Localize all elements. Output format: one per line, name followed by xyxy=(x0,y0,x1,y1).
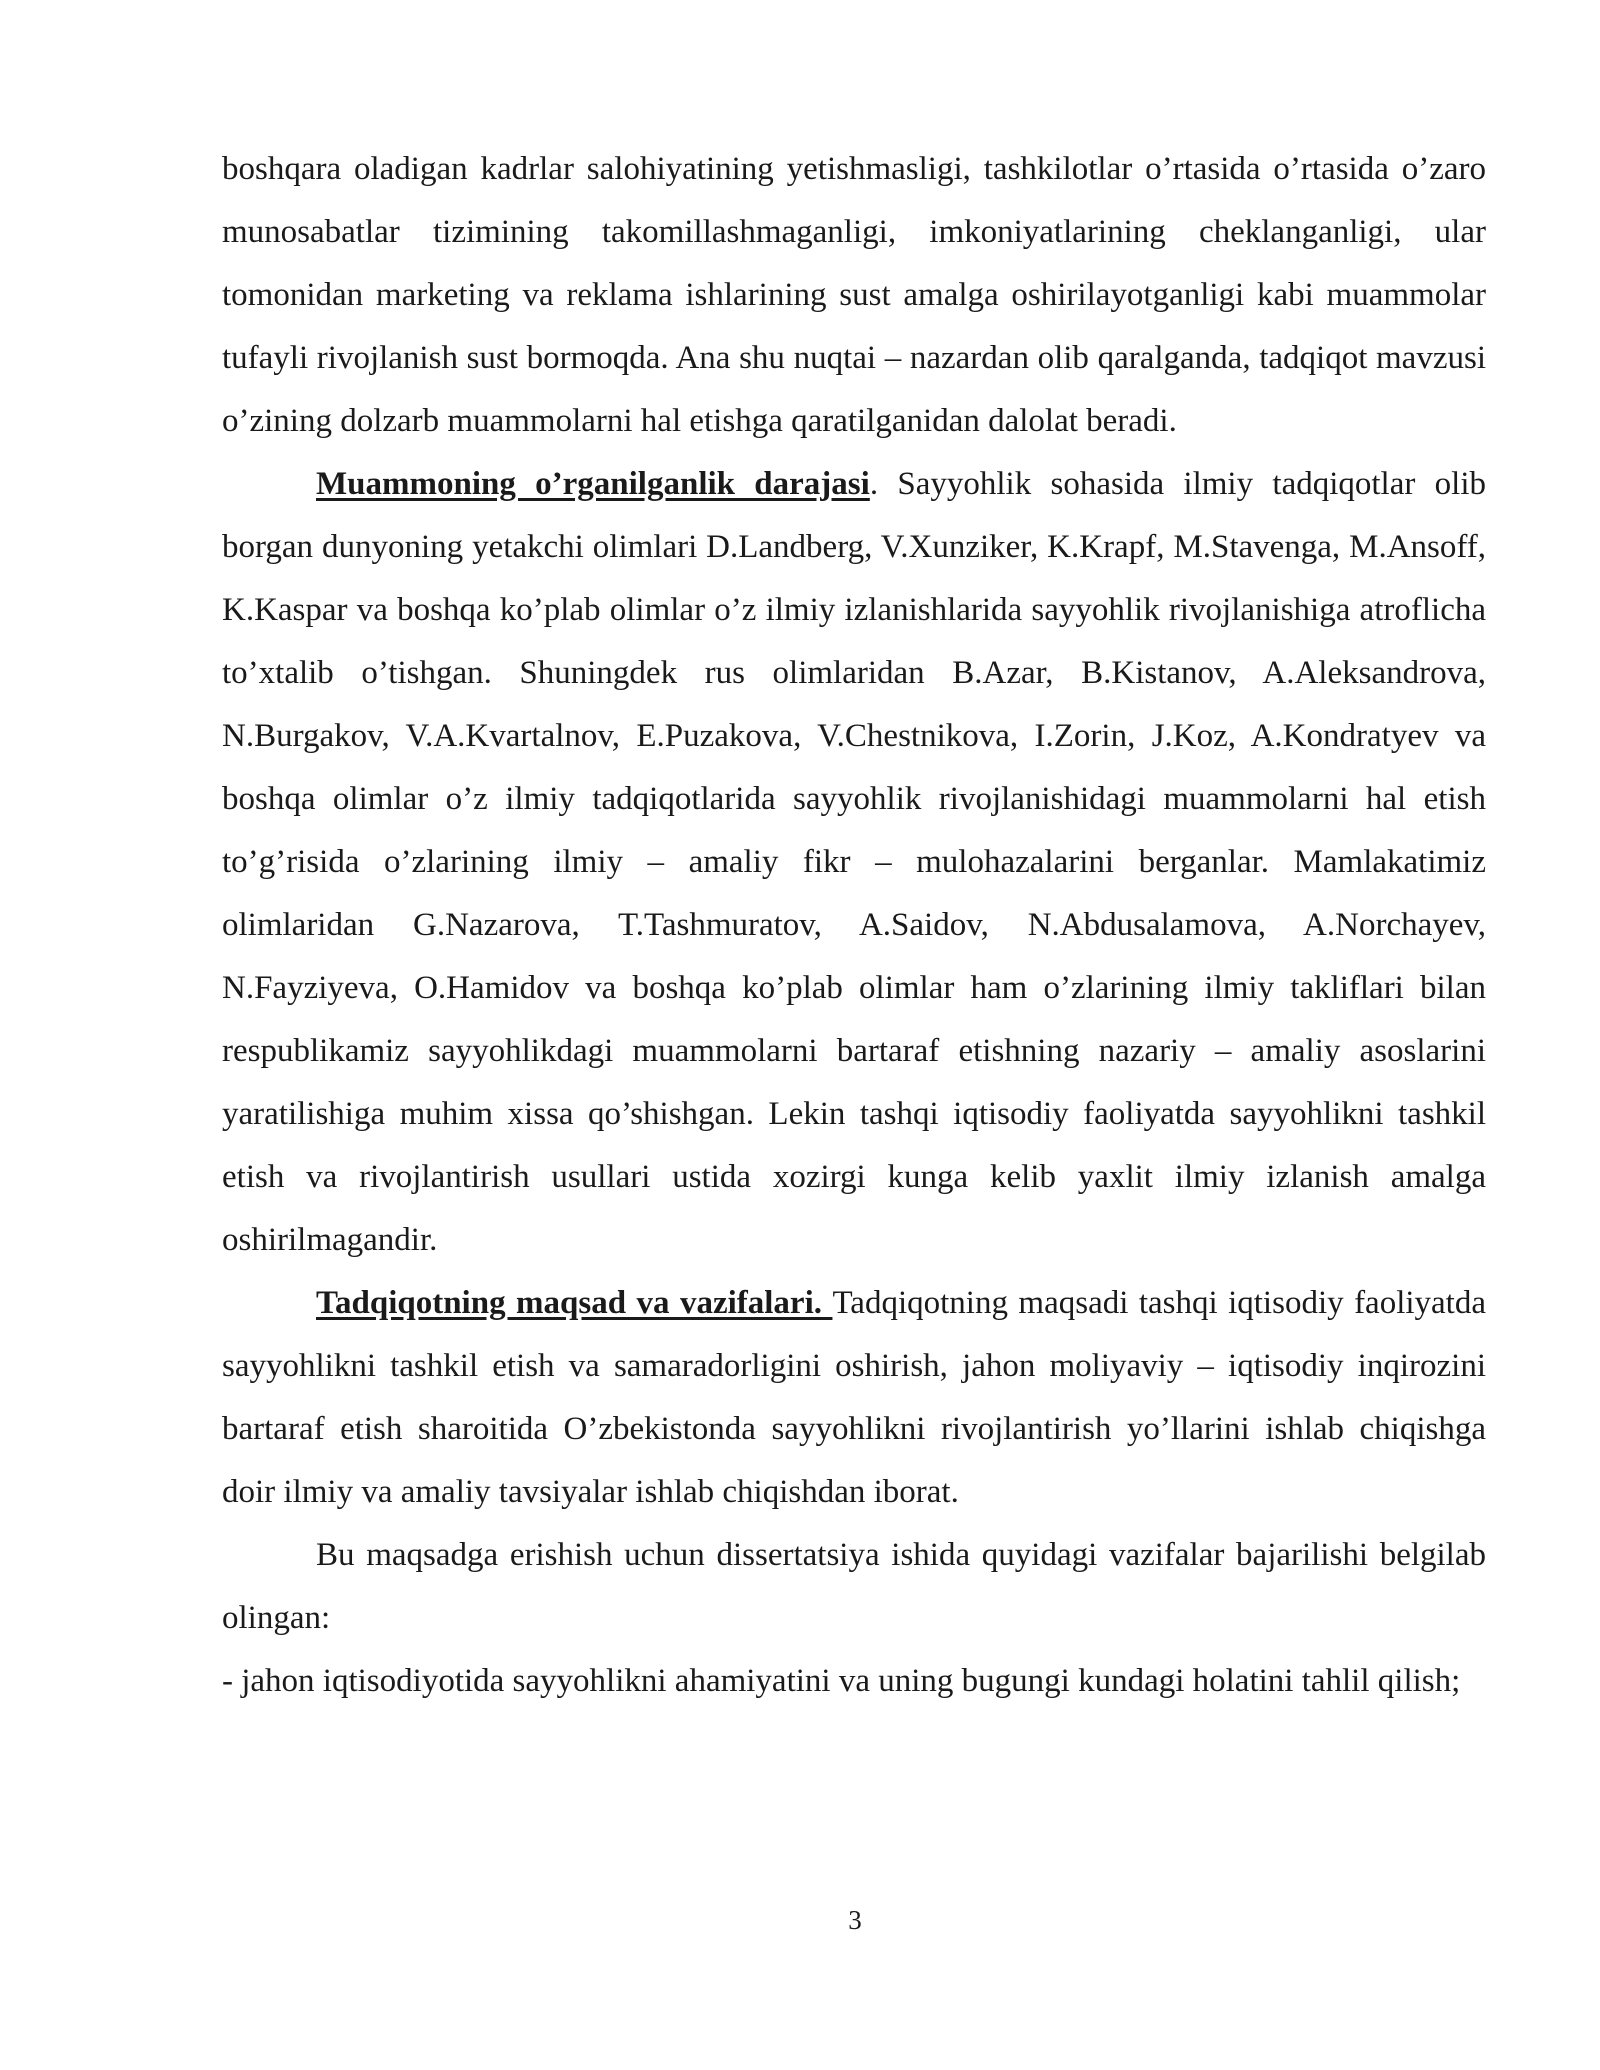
paragraph-goals-tasks xyxy=(222,1272,1486,1524)
paragraph-research-level xyxy=(222,453,1486,1272)
section-text-goals-tasks: Tadqiqotning maqsadi tashqi iqtisodiy faoliyatda sayyohlikni tashkil etish va samaradorligini oshirish, jahon moliyaviy – iqtisodiy inqirozini bartaraf etish sharoitida O’zbekistonda sayyohlikni rivojlantirish yo’llarini ishlab chiqishga doir ilmiy va amaliy tavsiyalar ishlab chiqishdan iborat. xyxy=(222,1285,1486,1510)
section-text-research-level: . Sayyohlik sohasida ilmiy tadqiqotlar olib borgan dunyoning yetakchi olimlari D.Landberg, V.Xunziker, K.Krapf, M.Stavenga, M.Ansoff, K.Kaspar va boshqa ko’plab olimlar o’z ilmiy izlanishlarida sayyohlik rivojlanishiga atroflicha to’xtalib o’tishgan. Shuningdek rus olimlaridan B.Azar, B.Kistanov, A.Aleksandrova, N.Burgakov, V.A.Kvartalnov, E.Puzakova, V.Chestnikova, I.Zorin, J.Koz, A.Kondratyev va boshqa olimlar o’z ilmiy tadqiqotlarida sayyohlik rivojlanishidagi muammolarni hal etish to’g’risida o’zlarining ilmiy – amaliy fikr – mulohazalarini berganlar. Mamlakatimiz olimlaridan G.Nazarova, T.Tashmuratov, A.Saidov, N.Abdusalamova, A.Norchayev, N.Fayziyeva, O.Hamidov va boshqa ko’plab olimlar ham o’zlarining ilmiy takliflari bilan respublikamiz sayyohlikdagi muammolarni bartaraf etishning nazariy – amaliy asoslarini yaratilishiga muhim xissa qo’shishgan. Lekin tashqi iqtisodiy faoliyatda sayyohlikni tashkil etish va rivojlantirish usullari ustida xozirgi kunga kelib yaxlit ilmiy izlanish amalga oshirilmagandir. xyxy=(222,466,1486,1258)
paragraph-tasks-intro: Bu maqsadga erishish uchun dissertatsiya ishida quyidagi vazifalar bajarilishi belgilab olingan: xyxy=(222,1537,1486,1636)
body-text xyxy=(222,138,1486,1713)
list-item: - jahon iqtisodiyotida sayyohlikni ahamiyatini va uning bugungi kundagi holatini tahlil qilish; xyxy=(222,1663,1461,1699)
paragraph-intro: boshqara oladigan kadrlar salohiyatining yetishmasligi, tashkilotlar o’rtasida o’rtasida o’zaro munosabatlar tizimining takomillashmaganligi, imkoniyatlarining cheklanganligi, ular tomonidan marketing va reklama ishlarining sust amalga oshirilayotganligi kabi muammolar tufayli rivojlanish sust bormoqda. Ana shu nuqtai – nazardan olib qaralganda, tadqiqot mavzusi o’zining dolzarb muammolarni hal etishga qaratilganidan dalolat beradi. xyxy=(222,151,1486,439)
page-number: 3 xyxy=(848,1905,862,1935)
section-heading-goals-tasks: Tadqiqotning maqsad va vazifalari. xyxy=(316,1285,833,1321)
section-heading-research-level: Muammoning o’rganilganlik darajasi xyxy=(316,466,870,502)
